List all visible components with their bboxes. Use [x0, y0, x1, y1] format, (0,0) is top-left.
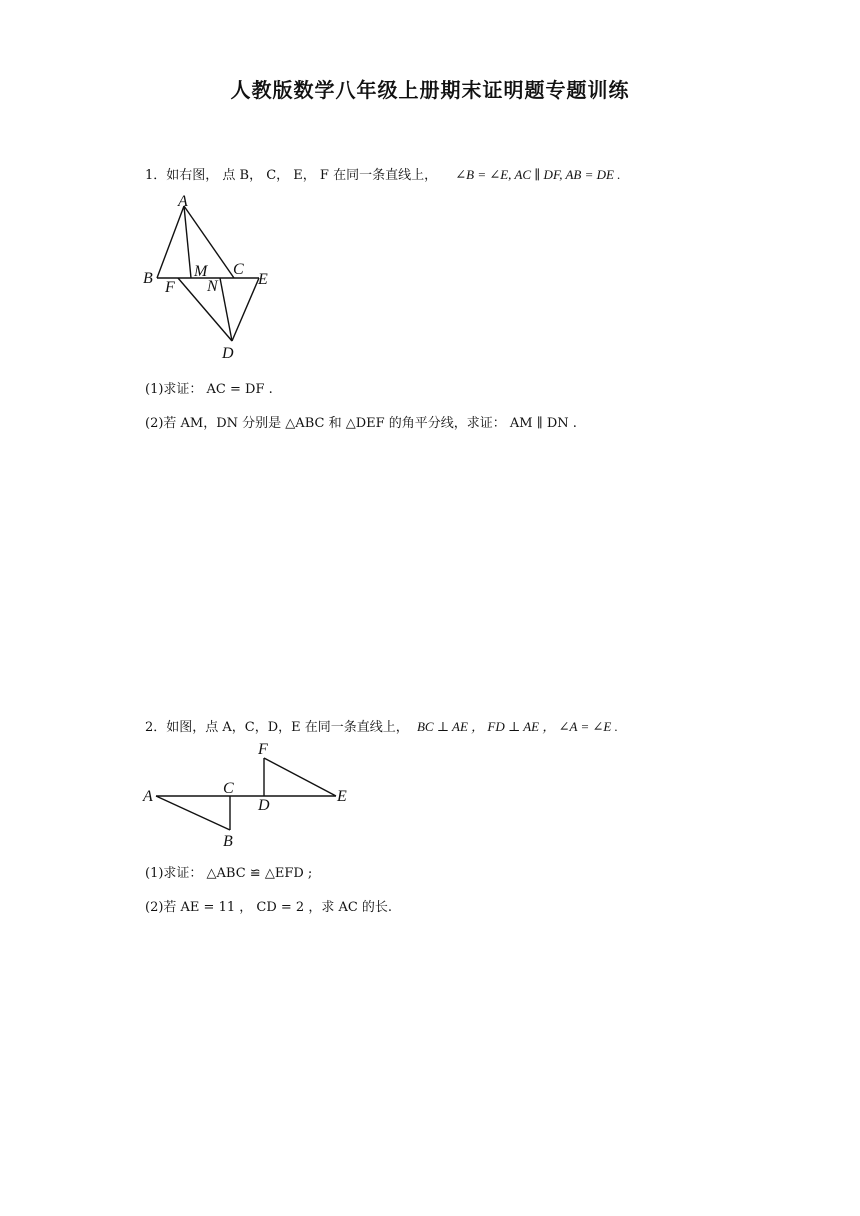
- label-E: E: [337, 788, 347, 805]
- label-D: D: [222, 345, 234, 362]
- problem-2-stem-text: 如图，点 A，C，D，E 在同一条直线上，: [166, 720, 409, 735]
- problem-1-stem: [145, 164, 620, 183]
- problem-1-part-2: (2)若 AM，DN 分别是 △ABC 和 △DEF 的角平分线，求证： AM ∥ DN .: [145, 416, 577, 431]
- problem-1-figure: [140, 192, 290, 364]
- label-N: N: [207, 278, 218, 295]
- segment-AC: [184, 206, 234, 278]
- page-title: 人教版数学八年级上册期末证明题专题训练: [230, 78, 630, 102]
- problem-1-part-1: (1)求证： AC = DF .: [145, 382, 273, 397]
- label-F: F: [165, 279, 175, 296]
- segment-AM: [184, 206, 191, 278]
- segment-AB: [157, 206, 184, 278]
- label-C: C: [233, 261, 244, 278]
- problem-1-stem-text: 如右图， 点 B， C， E， F 在同一条直线上，: [166, 168, 438, 183]
- problem-2-number: 2．: [145, 720, 167, 735]
- label-A: A: [143, 788, 153, 805]
- segment-AB: [156, 796, 230, 830]
- segment-FE: [264, 758, 336, 796]
- label-B: B: [223, 833, 233, 850]
- problem-2-figure: [140, 738, 360, 850]
- problem-2-part-2: (2)若 AE = 11 ， CD = 2 ，求 AC 的长.: [145, 900, 393, 915]
- label-F: F: [258, 741, 268, 758]
- problem-1-stem-math: ∠B = ∠E, AC ∥ DF, AB = DE .: [455, 167, 621, 182]
- segment-ND: [220, 278, 232, 341]
- label-E: E: [258, 271, 268, 288]
- problem-2-stem-math: BC ⊥ AE ， FD ⊥ AE ， ∠A = ∠E .: [416, 719, 618, 734]
- label-D: D: [258, 797, 270, 814]
- problem-2-stem: [145, 716, 618, 735]
- label-C: C: [223, 780, 234, 797]
- segment-FD: [178, 278, 232, 341]
- label-B: B: [143, 270, 153, 287]
- label-M: M: [194, 263, 208, 280]
- problem-1-number: 1．: [145, 168, 167, 183]
- segment-ED: [232, 278, 259, 341]
- problem-2-part-1: (1)求证： △ABC ≌ △EFD ;: [145, 866, 313, 881]
- label-A: A: [178, 193, 188, 210]
